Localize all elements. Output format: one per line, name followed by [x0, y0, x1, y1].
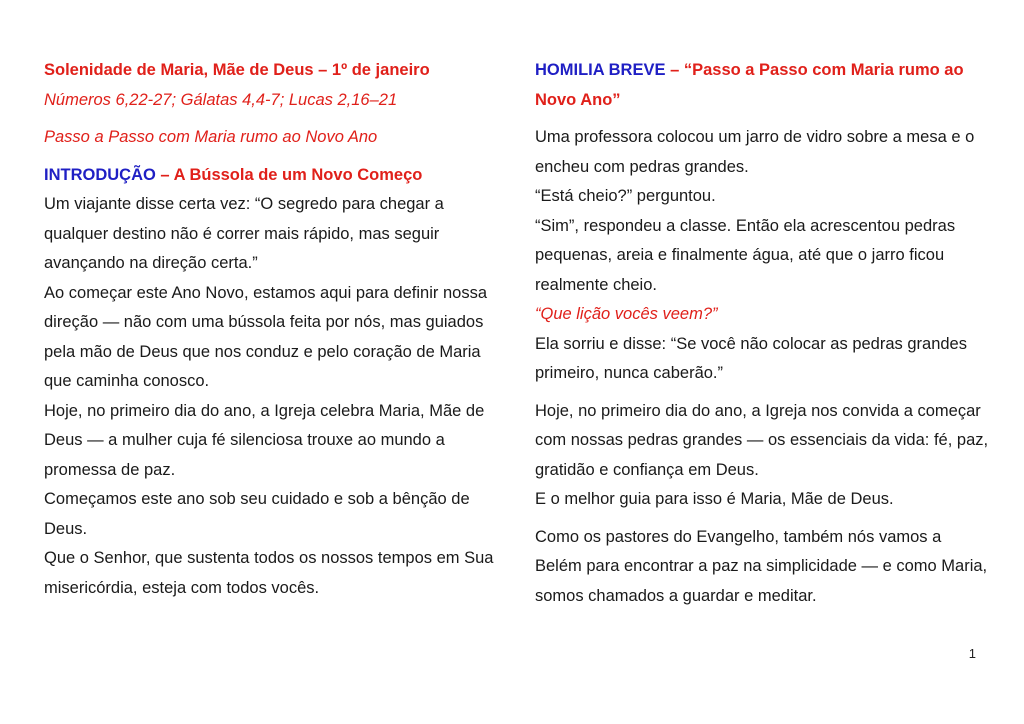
left-column: [44, 56, 494, 603]
intro-title: A Bússola de um Novo Começo: [173, 165, 423, 184]
document-subtitle: Passo a Passo com Maria rumo ao Novo Ano: [44, 128, 378, 146]
homily-question: “Que lição vocês veem?”: [535, 305, 718, 323]
homily-paragraph-3: “Sim”, respondeu a classe. Então ela acrescentou pedras pequenas, areia e finalmente água, até que o jarro ficou realmente cheio.: [535, 216, 956, 294]
homily-heading: [535, 56, 990, 115]
homily-dash: –: [665, 61, 684, 79]
document-title: Solenidade de Maria, Mãe de Deus – 1º de janeiro: [44, 61, 430, 79]
page-number: 1: [968, 646, 976, 661]
homily-paragraph-2: “Está cheio?” perguntou.: [535, 187, 716, 205]
homily-label: HOMILIA BREVE: [535, 61, 666, 79]
intro-paragraph-4: Começamos este ano sob seu cuidado e sob a bênção de Deus.: [44, 490, 470, 538]
intro-label: INTRODUÇÃO: [44, 165, 156, 184]
intro-paragraph-3: Hoje, no primeiro dia do ano, a Igreja celebra Maria, Mãe de Deus — a mulher cuja fé silenciosa trouxe ao mundo a promessa de paz.: [44, 401, 485, 479]
intro-paragraph-2: Ao começar este Ano Novo, estamos aqui para definir nossa direção — não com uma bússola feita por nós, mas guiados pela mão de Deus que nos conduz e pelo coração de Maria que caminha conosco.: [44, 283, 487, 390]
homily-paragraph-1: Uma professora colocou um jarro de vidro sobre a mesa e o encheu com pedras grandes.: [535, 128, 975, 176]
homily-paragraph-8: Como os pastores do Evangelho, também nós vamos a Belém para encontrar a paz na simplicidade — e como Maria, somos chamados a guardar e meditar.: [535, 527, 988, 605]
readings-reference: Números 6,22-27; Gálatas 4,4-7; Lucas 2,16–21: [44, 90, 398, 109]
right-column: [535, 56, 990, 611]
intro-heading: [44, 161, 494, 191]
homily-paragraph-7: E o melhor guia para isso é Maria, Mãe de Deus.: [535, 490, 894, 508]
homily-title: “Passo a Passo com Maria rumo ao Novo Ano”: [535, 61, 964, 109]
homily-paragraph-6: Hoje, no primeiro dia do ano, a Igreja nos convida a começar com nossas pedras grandes — os essenciais da vida: fé, paz, gratidão e confiança em Deus.: [535, 401, 989, 479]
homily-paragraph-5: Ela sorriu e disse: “Se você não colocar as pedras grandes primeiro, nunca caberão.”: [535, 334, 967, 382]
intro-dash: –: [155, 165, 174, 184]
intro-paragraph-5: Que o Senhor, que sustenta todos os nossos tempos em Sua misericórdia, esteja com todos vocês.: [44, 549, 494, 597]
intro-paragraph-1: Um viajante disse certa vez: “O segredo para chegar a qualquer destino não é correr mais rápido, mas seguir avançando na direção certa.”: [44, 195, 444, 272]
